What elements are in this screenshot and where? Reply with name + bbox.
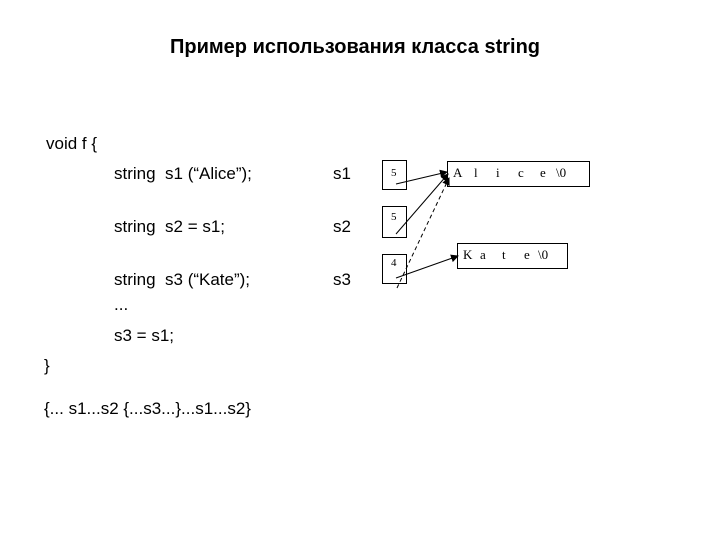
char: K [463, 247, 473, 262]
code-line-s2-decl: string s2 = s1; [114, 217, 226, 236]
var-label-s1: s1 [333, 164, 351, 183]
code-line-ellipsis: ... [114, 295, 129, 314]
code-line-scope: {... s1...s2 {...s3...}...s1...s2} [44, 399, 251, 418]
char: e [524, 247, 530, 262]
char: t [502, 247, 506, 262]
code-line-assign: s3 = s1; [114, 326, 175, 345]
code-line-void-f: void f { [46, 134, 98, 153]
refcount-value-s1: 5 [391, 167, 397, 179]
code-line-s1-decl: string s1 (“Alice”); [114, 164, 252, 183]
var-label-s2: s2 [333, 217, 351, 236]
arrow-s1-to-alice [396, 172, 447, 184]
var-label-s3: s3 [333, 270, 351, 289]
arrow-s2-to-alice [396, 174, 448, 234]
refcount-value-s3: 4 [391, 257, 397, 269]
char: c [518, 165, 524, 180]
char: \0 [538, 247, 549, 262]
arrow-s3-to-kate [396, 256, 458, 278]
code-line-s3-decl: string s3 (“Kate”); [114, 270, 251, 289]
char: e [540, 165, 546, 180]
code-line-close-brace: } [44, 356, 50, 375]
char: l [474, 165, 478, 180]
refcount-value-s2: 5 [391, 211, 397, 223]
char: i [496, 165, 500, 180]
arrow-s3-to-alice-dashed [397, 178, 449, 288]
char: A [453, 165, 463, 180]
char: \0 [556, 165, 567, 180]
slide-title: Пример использования класса string [169, 36, 541, 58]
char: a [480, 247, 486, 262]
